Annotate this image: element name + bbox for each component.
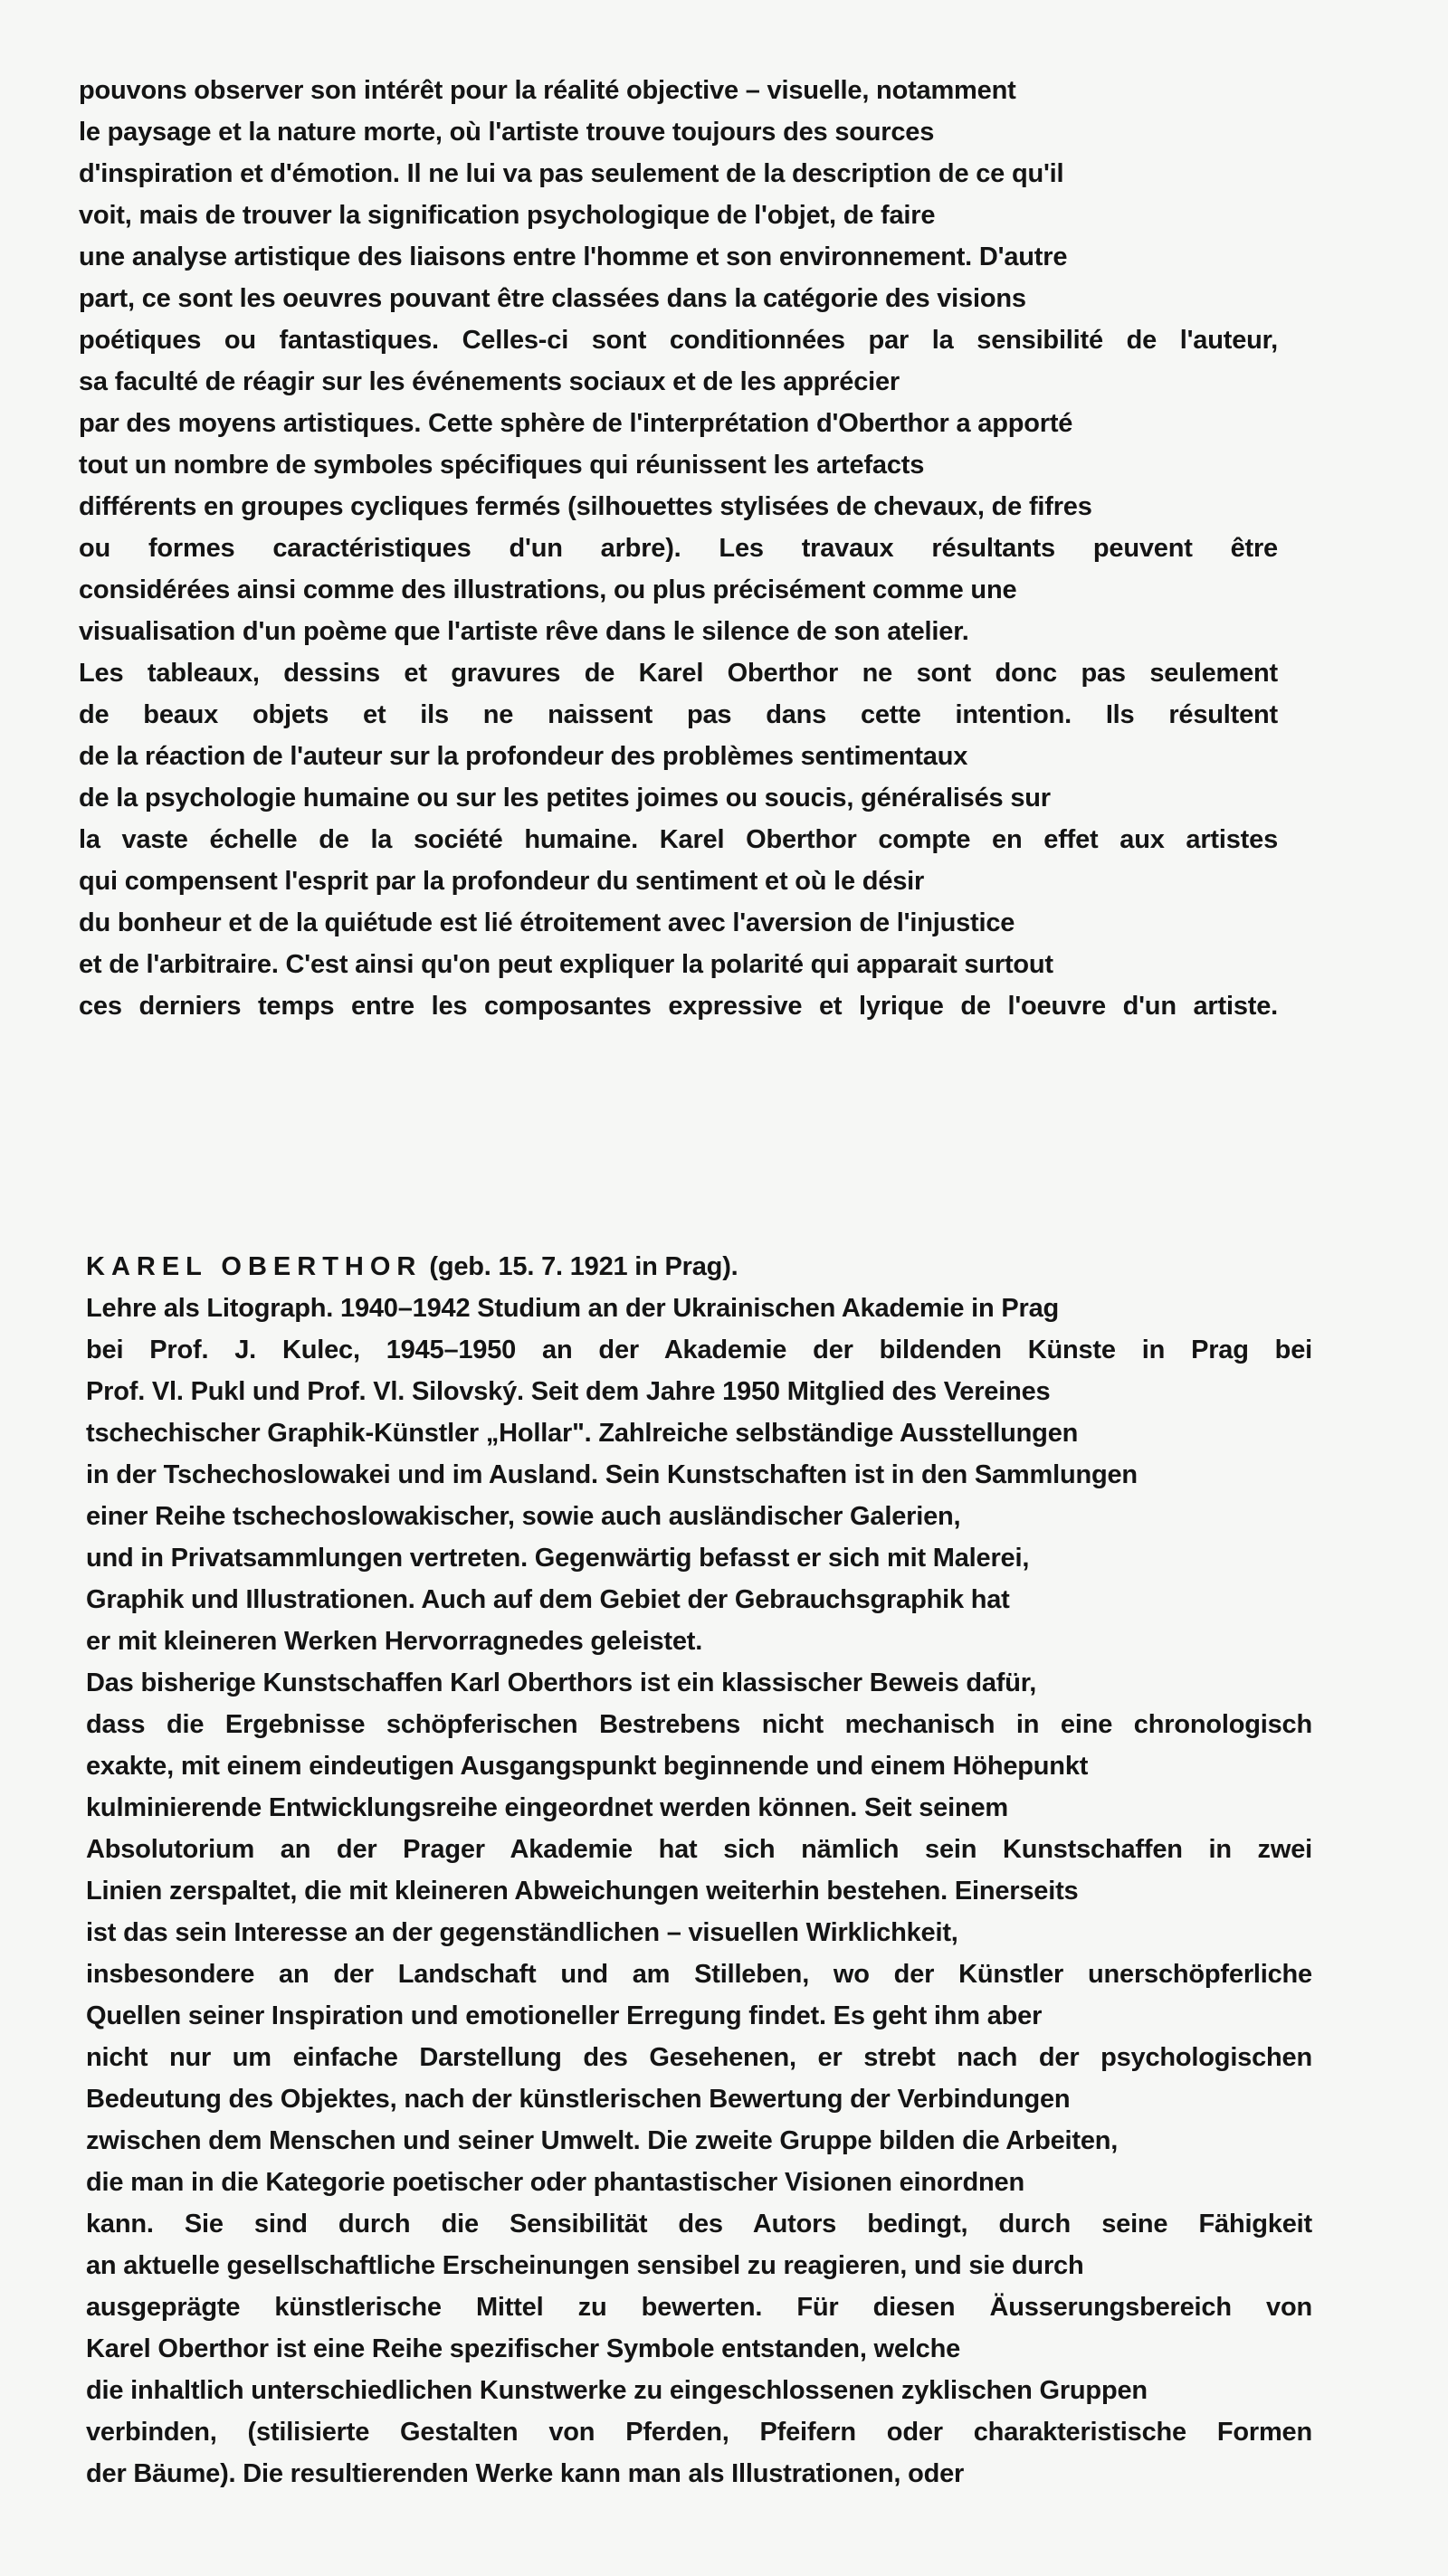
text-line: d'inspiration et d'émotion. Il ne lui va pas seulement de la description de ce qu'il bbox=[79, 159, 1064, 188]
text-line: Les tableaux, dessins et gravures de Karel Oberthor ne sont donc pas seulement bbox=[79, 659, 1278, 688]
text-line: Prof. Vl. Pukl und Prof. Vl. Silovský. Seit dem Jahre 1950 Mitglied des Vereines bbox=[86, 1377, 1051, 1406]
text-line: du bonheur et de la quiétude est lié étroitement avec l'aversion de l'injustice bbox=[79, 908, 1015, 937]
text-line: verbinden, (stilisierte Gestalten von Pferden, Pfeifern oder charakteristische Formen bbox=[86, 2418, 1312, 2447]
text-line: la vaste échelle de la société humaine. Karel Oberthor compte en effet aux artistes bbox=[79, 825, 1278, 854]
text-line: pouvons observer son intérêt pour la réalité objective – visuelle, notamment bbox=[79, 76, 1016, 105]
text-line: Karel Oberthor ist eine Reihe spezifischer Symbole entstanden, welche bbox=[86, 2334, 961, 2363]
german-biography-block bbox=[86, 1246, 1312, 2495]
text-line: die man in die Kategorie poetischer oder phantastischer Visionen einordnen bbox=[86, 2168, 1024, 2197]
text-line: Bedeutung des Objektes, nach der künstlerischen Bewertung der Verbindungen bbox=[86, 2085, 1071, 2114]
text-line: le paysage et la nature morte, où l'artiste trouve toujours des sources bbox=[79, 118, 935, 147]
text-line: Linien zerspaltet, die mit kleineren Abweichungen weiterhin bestehen. Einerseits bbox=[86, 1877, 1079, 1906]
biography-heading bbox=[86, 1246, 1312, 1288]
text-line: die inhaltlich unterschiedlichen Kunstwerke zu eingeschlossenen zyklischen Gruppen bbox=[86, 2376, 1148, 2405]
text-line: der Bäume). Die resultierenden Werke kann man als Illustrationen, oder bbox=[86, 2459, 965, 2488]
text-line: poétiques ou fantastiques. Celles-ci sont conditionnées par la sensibilité de l'auteur, bbox=[79, 326, 1278, 355]
text-line: ou formes caractéristiques d'un arbre). Les travaux résultants peuvent être bbox=[79, 534, 1278, 563]
text-line: zwischen dem Menschen und seiner Umwelt. Die zweite Gruppe bilden die Arbeiten, bbox=[86, 2126, 1119, 2155]
text-line: et de l'arbitraire. C'est ainsi qu'on peut expliquer la polarité qui apparait surtout bbox=[79, 950, 1053, 979]
text-line: considérées ainsi comme des illustrations, ou plus précisément comme une bbox=[79, 575, 1017, 604]
text-line: an aktuelle gesellschaftliche Erscheinungen sensibel zu reagieren, und sie durch bbox=[86, 2251, 1084, 2280]
text-line: exakte, mit einem eindeutigen Ausgangspunkt beginnende und einem Höhepunkt bbox=[86, 1752, 1089, 1781]
text-line: de la psychologie humaine ou sur les petites joimes ou soucis, généralisés sur bbox=[79, 784, 1051, 813]
text-line: kulminierende Entwicklungsreihe eingeordnet werden können. Seit seinem bbox=[86, 1793, 1008, 1822]
french-text-block bbox=[79, 70, 1278, 1027]
text-line: Lehre als Litograph. 1940–1942 Studium an der Ukrainischen Akademie in Prag bbox=[86, 1294, 1060, 1323]
text-line: sa faculté de réagir sur les événements sociaux et de les apprécier bbox=[79, 367, 900, 396]
text-line: ist das sein Interesse an der gegenständlichen – visuellen Wirklichkeit, bbox=[86, 1918, 958, 1947]
text-line: er mit kleineren Werken Hervorragnedes geleistet. bbox=[86, 1627, 703, 1656]
text-line: voit, mais de trouver la signification psychologique de l'objet, de faire bbox=[79, 201, 936, 230]
text-line: de beaux objets et ils ne naissent pas dans cette intention. Ils résultent bbox=[79, 700, 1278, 729]
text-line: nicht nur um einfache Darstellung des Gesehenen, er strebt nach der psychologischen bbox=[86, 2043, 1312, 2072]
text-line: une analyse artistique des liaisons entre l'homme et son environnement. D'autre bbox=[79, 242, 1068, 271]
text-line: part, ce sont les oeuvres pouvant être classées dans la catégorie des visions bbox=[79, 284, 1026, 313]
text-line: Quellen seiner Inspiration und emotioneller Erregung findet. Es geht ihm aber bbox=[86, 2001, 1043, 2030]
text-line: einer Reihe tschechoslowakischer, sowie auch ausländischer Galerien, bbox=[86, 1502, 961, 1531]
text-line: ces derniers temps entre les composantes expressive et lyrique de l'oeuvre d'un artiste. bbox=[79, 992, 1278, 1021]
text-line: Absolutorium an der Prager Akademie hat sich nämlich sein Kunstschaffen in zwei bbox=[86, 1835, 1312, 1864]
text-line: in der Tschechoslowakei und im Ausland. Sein Kunstschaften ist in den Sammlungen bbox=[86, 1460, 1138, 1489]
text-line: par des moyens artistiques. Cette sphère de l'interprétation d'Oberthor a apporté bbox=[79, 409, 1073, 438]
text-line: und in Privatsammlungen vertreten. Gegenwärtig befasst er sich mit Malerei, bbox=[86, 1544, 1030, 1573]
text-line: Das bisherige Kunstschaffen Karl Oberthors ist ein klassischer Beweis dafür, bbox=[86, 1668, 1037, 1697]
text-line: Graphik und Illustrationen. Auch auf dem Gebiet der Gebrauchsgraphik hat bbox=[86, 1585, 1010, 1614]
text-line: kann. Sie sind durch die Sensibilität des Autors bedingt, durch seine Fähigkeit bbox=[86, 2210, 1312, 2239]
text-line: insbesondere an der Landschaft und am Stilleben, wo der Künstler unerschöpferliche bbox=[86, 1960, 1312, 1989]
text-line: tschechischer Graphik-Künstler „Hollar". Zahlreiche selbständige Ausstellungen bbox=[86, 1419, 1079, 1448]
text-line: qui compensent l'esprit par la profondeur du sentiment et où le désir bbox=[79, 867, 925, 896]
text-line: de la réaction de l'auteur sur la profondeur des problèmes sentimentaux bbox=[79, 742, 968, 771]
text-line: tout un nombre de symboles spécifiques qui réunissent les artefacts bbox=[79, 451, 925, 480]
text-line: différents en groupes cycliques fermés (silhouettes stylisées de chevaux, de fifres bbox=[79, 492, 1092, 521]
text-line: visualisation d'un poème que l'artiste rêve dans le silence de son atelier. bbox=[79, 617, 969, 646]
text-line: ausgeprägte künstlerische Mittel zu bewerten. Für diesen Äusserungsbereich von bbox=[86, 2293, 1312, 2322]
text-line: dass die Ergebnisse schöpferischen Bestrebens nicht mechanisch in eine chronologisch bbox=[86, 1710, 1312, 1739]
birth-info: (geb. 15. 7. 1921 in Prag). bbox=[429, 1252, 738, 1281]
artist-name: KAREL OBERTHOR bbox=[86, 1252, 423, 1281]
text-line: bei Prof. J. Kulec, 1945–1950 an der Akademie der bildenden Künste in Prag bei bbox=[86, 1336, 1312, 1364]
